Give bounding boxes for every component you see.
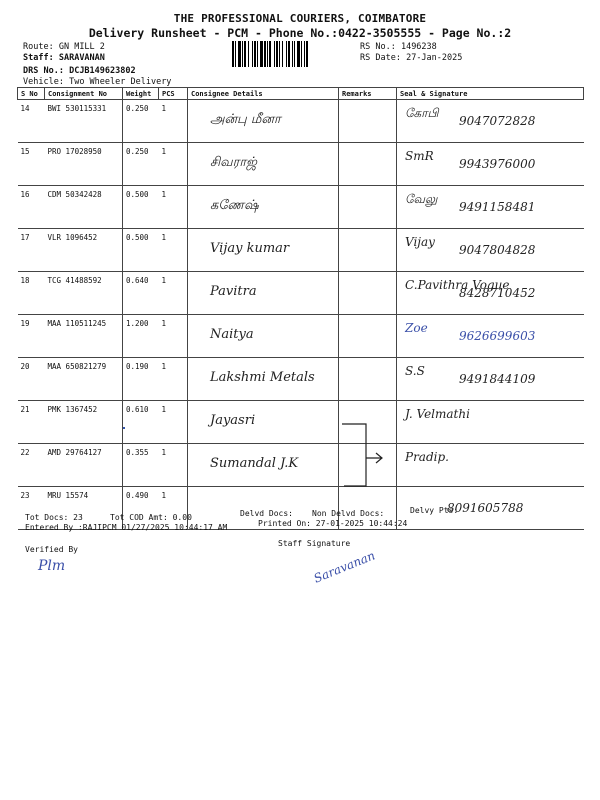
staff-value: SARAVANAN xyxy=(58,53,105,63)
cell-consignment-no: CDM 50342428 xyxy=(45,186,123,229)
barcode-bar xyxy=(242,41,243,67)
cell-consignee-details xyxy=(188,401,339,444)
signature-handwriting: Pradip. xyxy=(405,450,449,464)
table-row xyxy=(18,186,584,229)
phone-handwriting: 8428710452 xyxy=(459,286,536,300)
barcode-bar xyxy=(288,41,290,67)
barcode-bar xyxy=(269,41,271,67)
route-line xyxy=(23,42,105,52)
staff-line xyxy=(23,53,105,63)
drs-line xyxy=(23,66,136,76)
cell-consignment-no: VLR 1096452 xyxy=(45,229,123,272)
cell-seal-signature xyxy=(397,100,584,143)
cell-weight: 1.200 xyxy=(123,315,159,358)
staff-signature-label: Staff Signature xyxy=(278,539,351,548)
non-delvd-docs: Non Delvd Docs: xyxy=(312,509,385,518)
rs-date-label: RS Date: xyxy=(360,53,401,63)
verified-signature: Plm xyxy=(38,558,66,574)
vehicle-line xyxy=(23,77,171,87)
column-header-weight: Weight xyxy=(123,88,159,100)
consignee-handwriting: Lakshmi Metals xyxy=(210,370,315,385)
cell-consignee-details xyxy=(188,100,339,143)
cell-consignment-no: TCG 41488592 xyxy=(45,272,123,315)
route-value: GN MILL 2 xyxy=(58,42,105,52)
table-row xyxy=(18,143,584,186)
runsheet-company: THE PROFESSIONAL COURIERS, COIMBATORE xyxy=(173,12,427,25)
cell-weight: 0.610 xyxy=(123,401,159,444)
barcode-bar xyxy=(257,41,258,67)
cell-pcs: 1 xyxy=(159,100,188,143)
barcode-bar xyxy=(292,41,293,67)
cell-weight: 0.500 xyxy=(123,229,159,272)
cell-weight: 0.250 xyxy=(123,143,159,186)
signature-handwriting: SmR xyxy=(405,149,434,163)
barcode-bar xyxy=(264,41,266,67)
cell-consignment-no: PRO 17028950 xyxy=(45,143,123,186)
route-label: Route: xyxy=(23,42,54,52)
cell-seal-signature xyxy=(397,444,584,487)
signature-handwriting: கோபி xyxy=(405,106,439,120)
signature-handwriting: J. Velmathi xyxy=(405,407,470,421)
cell-sno: 15 xyxy=(18,143,45,186)
cell-remarks xyxy=(339,100,397,143)
signature-handwriting: C.Pavithra Vogue xyxy=(405,278,510,292)
cell-sno: 17 xyxy=(18,229,45,272)
cell-consignee-details xyxy=(188,143,339,186)
phone-handwriting: 8091605788 xyxy=(447,501,524,515)
phone-handwriting: 9047804828 xyxy=(459,243,536,257)
cell-seal-signature xyxy=(397,272,584,315)
table-row xyxy=(18,100,584,143)
cell-sno: 22 xyxy=(18,444,45,487)
runsheet-table xyxy=(17,87,584,530)
table-header-row xyxy=(18,88,584,100)
cell-seal-signature xyxy=(397,143,584,186)
cell-weight: 0.190 xyxy=(123,358,159,401)
cell-weight: 0.500 xyxy=(123,186,159,229)
cell-consignee-details xyxy=(188,229,339,272)
cell-consignee-details xyxy=(188,444,339,487)
cell-remarks xyxy=(339,358,397,401)
consignee-handwriting: அன்பு மீனா xyxy=(210,112,281,127)
consignee-handwriting: Vijay kumar xyxy=(210,241,290,256)
table-row xyxy=(18,272,584,315)
barcode-bar xyxy=(282,41,283,67)
cell-consignment-no: PMK 1367452 xyxy=(45,401,123,444)
table-row xyxy=(18,358,584,401)
cell-consignment-no: BWI 530115331 xyxy=(45,100,123,143)
signature-handwriting: Zoe xyxy=(405,321,428,335)
barcode-bar xyxy=(306,41,308,67)
barcode-bar xyxy=(254,41,256,67)
column-header-consignee-details: Consignee Details xyxy=(188,88,339,100)
cell-consignee-details xyxy=(188,315,339,358)
column-header-seal-signature: Seal & Signature xyxy=(397,88,584,100)
table-row xyxy=(18,444,584,487)
phone-handwriting: 9943976000 xyxy=(459,157,536,171)
cell-weight: 0.490 xyxy=(123,487,159,530)
barcode-bar xyxy=(260,41,263,67)
barcode-bar xyxy=(279,41,280,67)
cell-seal-signature xyxy=(397,186,584,229)
consignee-handwriting: Pavitra xyxy=(210,284,257,299)
cell-seal-signature xyxy=(397,358,584,401)
cell-sno: 20 xyxy=(18,358,45,401)
verified-by-label: Verified By xyxy=(25,545,78,554)
delvd-docs: Delvd Docs: xyxy=(240,509,293,518)
signature-handwriting: Vijay xyxy=(405,235,435,249)
cell-sno: 19 xyxy=(18,315,45,358)
signature-handwriting: S.S xyxy=(405,364,425,378)
tot-docs: Tot Docs: 23 xyxy=(25,513,83,522)
cell-weight: 0.355 xyxy=(123,444,159,487)
barcode-bar xyxy=(252,41,253,67)
consignee-handwriting: Jayasri xyxy=(210,413,256,428)
table-row xyxy=(18,401,584,444)
drs-value: DCJB149623802 xyxy=(69,66,136,76)
ink-dot xyxy=(123,427,125,429)
cell-pcs: 1 xyxy=(159,315,188,358)
cell-consignment-no: MAA 110511245 xyxy=(45,315,123,358)
entered-by: Entered By :RAJIPCM 01/27/2025 10:44:17 AM xyxy=(25,523,228,532)
consignee-handwriting: Naitya xyxy=(210,327,254,342)
rs-no-label: RS No.: xyxy=(360,42,396,52)
cell-pcs: 1 xyxy=(159,272,188,315)
runsheet-title: Delivery Runsheet - PCM - Phone No.:0422-3505555 - Page No.:2 xyxy=(88,26,512,40)
barcode-bar xyxy=(276,41,278,67)
barcode-image xyxy=(232,41,354,67)
consignee-handwriting: சிவராஜ் xyxy=(210,155,257,170)
cell-sno: 14 xyxy=(18,100,45,143)
rs-date-value: 27-Jan-2025 xyxy=(406,53,463,63)
phone-handwriting: 9491844109 xyxy=(459,372,536,386)
cell-consignment-no: MAA 650821279 xyxy=(45,358,123,401)
cell-remarks xyxy=(339,186,397,229)
vehicle-value: Two Wheeler Delivery xyxy=(69,77,172,87)
barcode-bar xyxy=(267,41,268,67)
vehicle-label: Vehicle: xyxy=(23,77,64,87)
phone-handwriting: 9047072828 xyxy=(459,114,536,128)
barcode-bar xyxy=(286,41,287,67)
table-row xyxy=(18,315,584,358)
signature-handwriting: வேலு xyxy=(405,192,438,206)
cell-seal-signature xyxy=(397,229,584,272)
cell-seal-signature xyxy=(397,315,584,358)
phone-handwriting: 9626699603 xyxy=(459,329,536,343)
cell-remarks xyxy=(339,272,397,315)
cell-consignee-details xyxy=(188,358,339,401)
barcode-bar xyxy=(304,41,305,67)
table-row xyxy=(18,229,584,272)
barcode-bar xyxy=(248,41,249,67)
cell-pcs: 1 xyxy=(159,229,188,272)
consignee-handwriting: Sumandal J.K xyxy=(210,456,299,471)
cell-sno: 21 xyxy=(18,401,45,444)
cell-consignment-no: AMD 29764127 xyxy=(45,444,123,487)
cell-seal-signature xyxy=(397,401,584,444)
rs-date-line xyxy=(360,53,462,63)
printed-on: Printed On: 27-01-2025 10:44:24 xyxy=(258,519,408,528)
barcode-bar xyxy=(274,41,275,67)
barcode-bar xyxy=(294,41,295,67)
cell-sno: 23 xyxy=(18,487,45,530)
cell-remarks xyxy=(339,315,397,358)
barcode-bar xyxy=(235,41,236,67)
barcode-bar xyxy=(301,41,302,67)
drs-label: DRS No.: xyxy=(23,66,64,76)
cell-remarks xyxy=(339,229,397,272)
barcode-bar xyxy=(297,41,300,67)
cell-consignee-details xyxy=(188,186,339,229)
cell-pcs: 1 xyxy=(159,444,188,487)
consignee-handwriting: கணேஷ் xyxy=(210,198,259,213)
column-header-remarks: Remarks xyxy=(339,88,397,100)
column-header-pcs: PCS xyxy=(159,88,188,100)
column-header-consignment-no: Consignment No xyxy=(45,88,123,100)
barcode-bar xyxy=(232,41,234,67)
cell-pcs: 1 xyxy=(159,143,188,186)
cell-consignee-details xyxy=(188,272,339,315)
barcode-bar xyxy=(244,41,246,67)
delvy-pts: Delvy Pts: xyxy=(410,506,459,515)
cell-pcs: 1 xyxy=(159,358,188,401)
tot-cod-amt: Tot COD Amt: 0.00 xyxy=(110,513,192,522)
barcode-bar xyxy=(238,41,241,67)
cell-consignment-no: MRU 15574 xyxy=(45,487,123,530)
phone-handwriting: 9491158481 xyxy=(459,200,536,214)
cell-pcs: 1 xyxy=(159,186,188,229)
cell-weight: 0.250 xyxy=(123,100,159,143)
cell-pcs: 1 xyxy=(159,401,188,444)
cell-weight: 0.640 xyxy=(123,272,159,315)
cell-sno: 16 xyxy=(18,186,45,229)
column-header-sno: S No xyxy=(18,88,45,100)
bracket-arrow xyxy=(336,420,386,492)
rs-no-value: 1496238 xyxy=(400,42,437,52)
cell-pcs: 1 xyxy=(159,487,188,530)
staff-signed: Saravanan xyxy=(311,548,378,586)
rs-no-line xyxy=(360,42,437,52)
staff-label: Staff: xyxy=(23,53,54,63)
cell-remarks xyxy=(339,143,397,186)
cell-sno: 18 xyxy=(18,272,45,315)
